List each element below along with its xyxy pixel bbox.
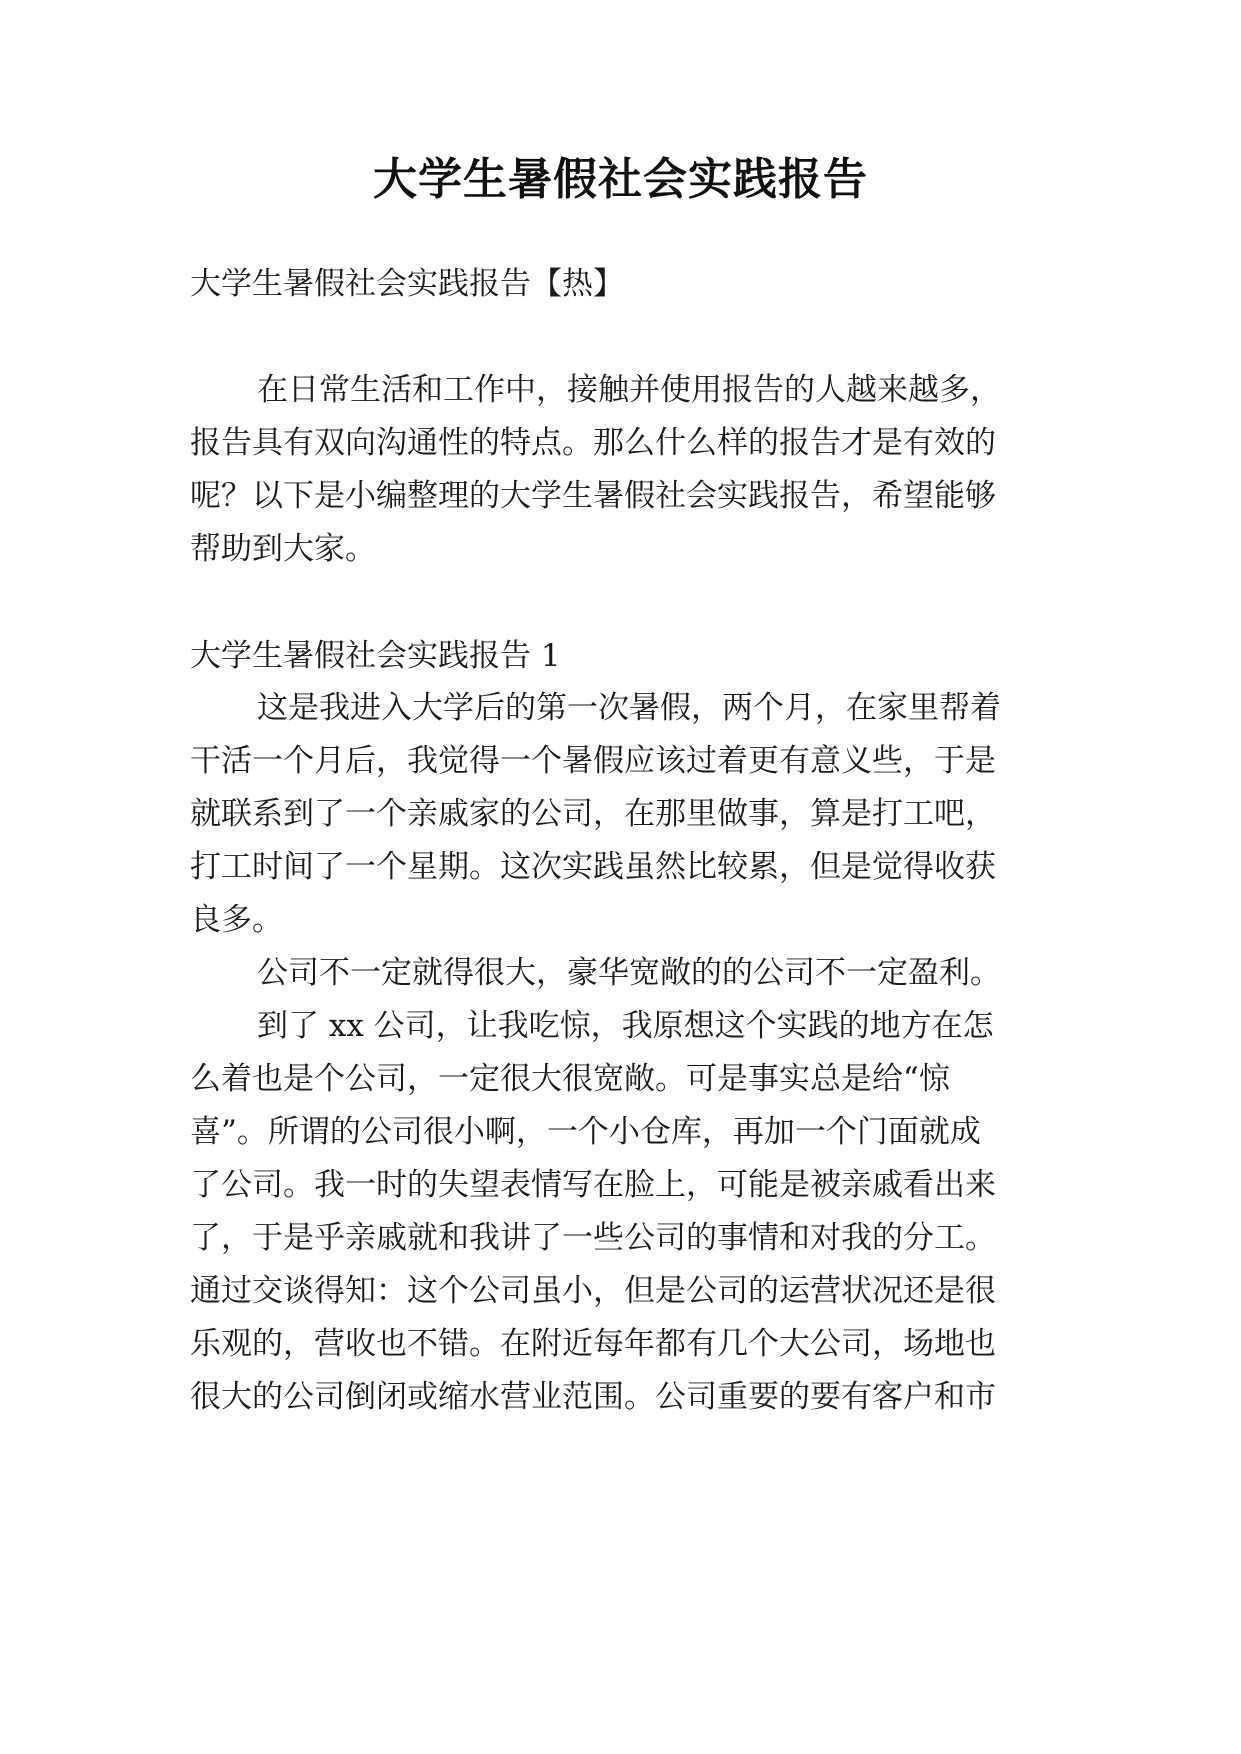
- paragraph-line: 很大的公司倒闭或缩水营业范围。公司重要的要有客户和市: [190, 1379, 996, 1415]
- paragraph-line: 良多。: [190, 902, 283, 938]
- paragraph-line: 了，于是乎亲戚就和我讲了一些公司的事情和对我的分工。: [190, 1220, 996, 1256]
- paragraph-line: 就联系到了一个亲戚家的公司，在那里做事，算是打工吧，: [190, 796, 996, 832]
- document-subtitle: 大学生暑假社会实践报告【热】: [190, 266, 624, 302]
- section-heading: 大学生暑假社会实践报告 1: [190, 638, 561, 674]
- intro-line: 帮助到大家。: [190, 531, 376, 567]
- paragraph-line: 乐观的，营收也不错。在附近每年都有几个大公司，场地也: [190, 1326, 996, 1362]
- paragraph-line: 到了 xx 公司，让我吃惊，我原想这个实践的地方在怎: [257, 1008, 994, 1044]
- paragraph-line: 公司不一定就得很大，豪华宽敞的的公司不一定盈利。: [257, 955, 1001, 991]
- paragraph-line: 通过交谈得知：这个公司虽小，但是公司的运营状况还是很: [190, 1273, 996, 1309]
- paragraph-line: 么着也是个公司，一定很大很宽敞。可是事实总是给“惊: [190, 1061, 950, 1097]
- paragraph-line: 干活一个月后，我觉得一个暑假应该过着更有意义些，于是: [190, 743, 996, 779]
- paragraph-line: 打工时间了一个星期。这次实践虽然比较累，但是觉得收获: [190, 849, 996, 885]
- paragraph-line: 了公司。我一时的失望表情写在脸上，可能是被亲戚看出来: [190, 1167, 996, 1203]
- intro-line: 呢？以下是小编整理的大学生暑假社会实践报告，希望能够: [190, 478, 996, 514]
- intro-line: 报告具有双向沟通性的特点。那么什么样的报告才是有效的: [190, 425, 996, 461]
- intro-line: 在日常生活和工作中，接触并使用报告的人越来越多，: [257, 372, 1001, 408]
- paragraph-line: 喜”。所谓的公司很小啊，一个小仓库，再加一个门面就成: [190, 1114, 981, 1150]
- document-title: 大学生暑假社会实践报告: [373, 154, 868, 205]
- paragraph-line: 这是我进入大学后的第一次暑假，两个月，在家里帮着: [257, 690, 1001, 726]
